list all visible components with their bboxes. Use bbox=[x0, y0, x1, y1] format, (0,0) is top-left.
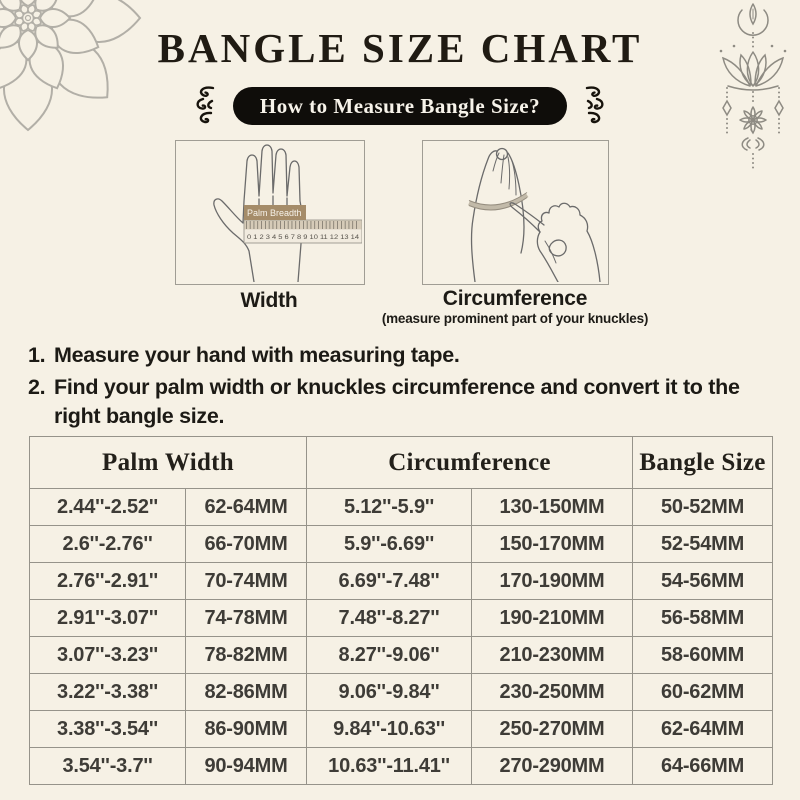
swirl-ornament-left-icon bbox=[192, 85, 220, 127]
hand-width-illustration bbox=[176, 141, 362, 282]
table-cell: 60-62MM bbox=[633, 674, 773, 711]
table-cell: 56-58MM bbox=[633, 600, 773, 637]
table-row bbox=[30, 563, 773, 600]
table-cell: 62-64MM bbox=[186, 489, 307, 526]
instruction-step-1 bbox=[28, 341, 776, 370]
palm-breadth-label bbox=[244, 205, 306, 220]
table-row bbox=[30, 637, 773, 674]
table-cell: 5.9''-6.69'' bbox=[307, 526, 472, 563]
table-cell: 3.22''-3.38'' bbox=[30, 674, 186, 711]
bangle-size-table bbox=[29, 436, 773, 785]
table-row bbox=[30, 526, 773, 563]
header-palm-width: Palm Width bbox=[30, 437, 307, 489]
table-cell: 50-52MM bbox=[633, 489, 773, 526]
table-cell: 210-230MM bbox=[472, 637, 633, 674]
table-cell: 10.63''-11.41'' bbox=[307, 748, 472, 785]
table-cell: 9.84''-10.63'' bbox=[307, 711, 472, 748]
hands-circumference-illustration bbox=[423, 141, 606, 282]
table-row bbox=[30, 489, 773, 526]
table-cell: 86-90MM bbox=[186, 711, 307, 748]
instruction-step-2 bbox=[28, 373, 776, 431]
table-row bbox=[30, 674, 773, 711]
table-cell: 250-270MM bbox=[472, 711, 633, 748]
circumference-note: (measure prominent part of your knuckles) bbox=[381, 311, 649, 326]
svg-text:Palm Breadth: Palm Breadth bbox=[247, 208, 302, 218]
badge-row bbox=[0, 85, 800, 127]
table-cell: 52-54MM bbox=[633, 526, 773, 563]
table-cell: 230-250MM bbox=[472, 674, 633, 711]
table-cell: 82-86MM bbox=[186, 674, 307, 711]
table-cell: 2.44''-2.52'' bbox=[30, 489, 186, 526]
width-caption: Width bbox=[240, 289, 298, 312]
table-cell: 7.48''-8.27'' bbox=[307, 600, 472, 637]
table-cell: 150-170MM bbox=[472, 526, 633, 563]
table-cell: 270-290MM bbox=[472, 748, 633, 785]
table-cell: 3.07''-3.23'' bbox=[30, 637, 186, 674]
circumference-illustration-box bbox=[422, 140, 609, 285]
table-cell: 54-56MM bbox=[633, 563, 773, 600]
table-header-row bbox=[30, 437, 773, 489]
table-cell: 78-82MM bbox=[186, 637, 307, 674]
step-number: 1. bbox=[28, 343, 46, 367]
table-cell: 90-94MM bbox=[186, 748, 307, 785]
table-row bbox=[30, 711, 773, 748]
ruler-numbers: 0 1 2 3 4 5 6 7 8 9 10 11 12 13 14 bbox=[247, 234, 360, 241]
step-number: 2. bbox=[28, 375, 46, 399]
table-cell: 66-70MM bbox=[186, 526, 307, 563]
step-text: Measure your hand with measuring tape. bbox=[54, 343, 460, 367]
table-cell: 3.54''-3.7'' bbox=[30, 748, 186, 785]
table-cell: 190-210MM bbox=[472, 600, 633, 637]
table-cell: 62-64MM bbox=[633, 711, 773, 748]
table-cell: 5.12''-5.9'' bbox=[307, 489, 472, 526]
table-cell: 6.69''-7.48'' bbox=[307, 563, 472, 600]
table-row bbox=[30, 748, 773, 785]
width-illustration-box bbox=[175, 140, 365, 285]
how-to-measure-badge: How to Measure Bangle Size? bbox=[233, 87, 567, 125]
ruler-icon bbox=[244, 220, 362, 243]
step-text: Find your palm width or knuckles circumference and convert it to the right bangle size. bbox=[54, 375, 740, 428]
circumference-caption-block bbox=[365, 287, 665, 326]
table-cell: 2.91''-3.07'' bbox=[30, 600, 186, 637]
header-circumference: Circumference bbox=[307, 437, 633, 489]
table-cell: 3.38''-3.54'' bbox=[30, 711, 186, 748]
table-row bbox=[30, 600, 773, 637]
instructions-list bbox=[28, 341, 776, 434]
circumference-caption: Circumference bbox=[442, 287, 588, 310]
leaf-flourish-icon bbox=[742, 138, 764, 150]
swirl-ornament-right-icon bbox=[580, 85, 608, 127]
table-cell: 130-150MM bbox=[472, 489, 633, 526]
table-cell: 2.76''-2.91'' bbox=[30, 563, 186, 600]
table-cell: 8.27''-9.06'' bbox=[307, 637, 472, 674]
table-cell: 9.06''-9.84'' bbox=[307, 674, 472, 711]
table-cell: 2.6''-2.76'' bbox=[30, 526, 186, 563]
page-title: BANGLE SIZE CHART bbox=[157, 25, 643, 71]
table-cell: 58-60MM bbox=[633, 637, 773, 674]
size-table-body bbox=[30, 489, 773, 785]
header-bangle-size: Bangle Size bbox=[633, 437, 773, 489]
table-cell: 170-190MM bbox=[472, 563, 633, 600]
table-cell: 64-66MM bbox=[633, 748, 773, 785]
table-cell: 74-78MM bbox=[186, 600, 307, 637]
table-cell: 70-74MM bbox=[186, 563, 307, 600]
